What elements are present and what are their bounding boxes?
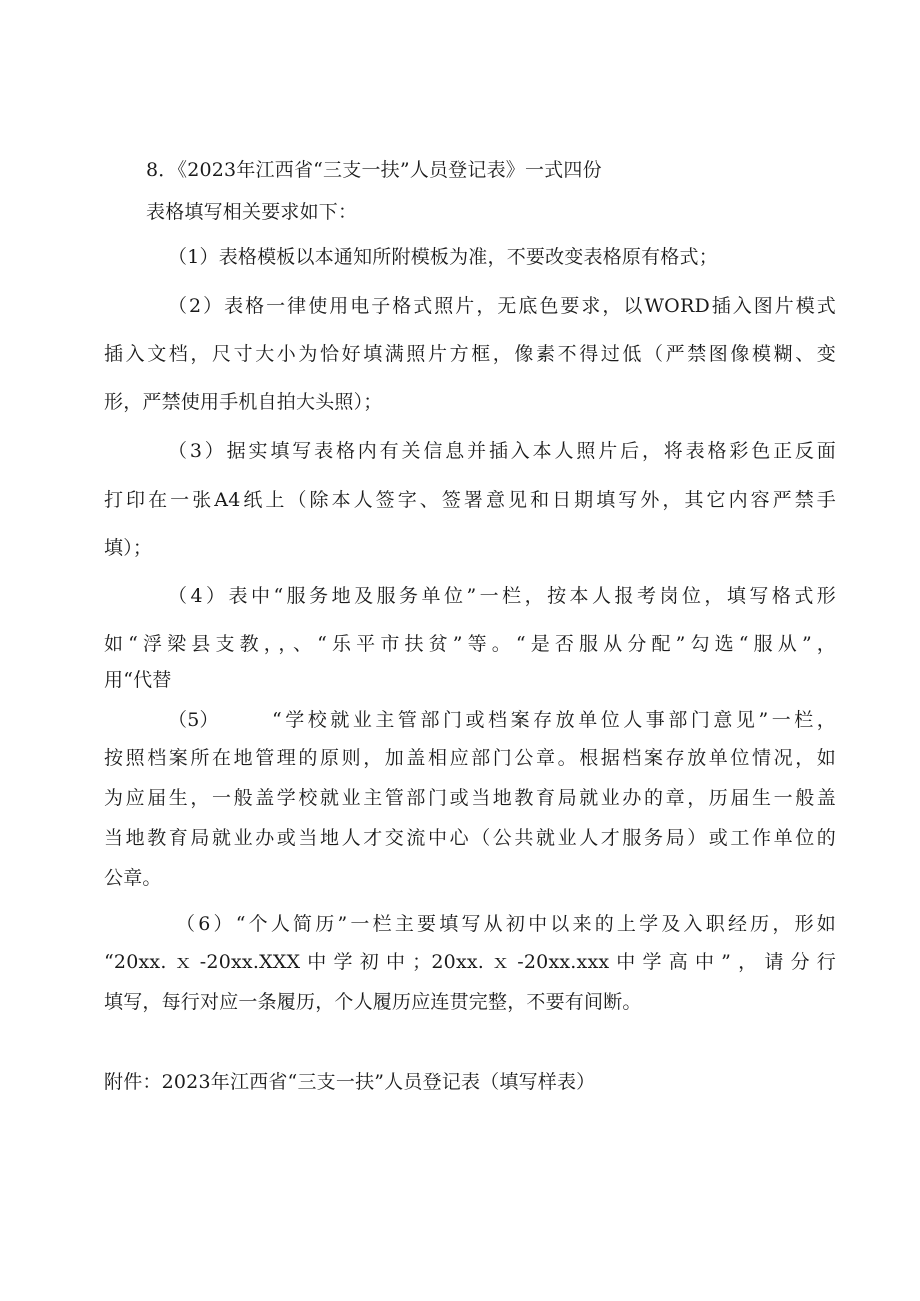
attachment-note: 附件：2023年江西省“三支一扶”人员登记表（填写样表）	[104, 1071, 596, 1093]
requirement-2-line-2: 插入文档，尺寸大小为恰好填满照片方框，像素不得过低（严禁图像模糊、变	[104, 343, 836, 365]
requirement-3-line-1: （3）据实填写表格内有关信息并插入本人照片后，将表格彩色正反面	[168, 440, 836, 462]
requirements-intro: 表格填写相关要求如下：	[146, 201, 358, 223]
requirement-5-line-5: 公章。	[104, 867, 162, 889]
requirement-2-line-1: （2）表格一律使用电子格式照片，无底色要求，以WORD插入图片模式	[168, 295, 836, 317]
requirement-5-line-1: “学校就业主管部门或档案存放单位人事部门意见”一栏，	[272, 709, 836, 731]
requirement-5-line-2: 按照档案所在地管理的原则，加盖相应部门公章。根据档案存放单位情况，如	[104, 747, 836, 769]
requirement-4-line-2: 如“浮梁县支教，，、“乐平市扶贫”等。“是否服从分配”勾选“服从”，	[104, 633, 836, 655]
requirement-6-line-2: “20xx.ｘ-20xx.XXX中学初中；20xx.ｘ-20xx.xxx中学高中”，请分行	[104, 951, 836, 973]
requirement-1-line-1: （1）表格模板以本通知所附模板为准，不要改变表格原有格式；	[168, 246, 718, 268]
requirement-6-line-3: 填写，每行对应一条履历，个人履历应连贯完整，不要有间断。	[104, 991, 642, 1013]
requirement-4-line-1: （4）表中“服务地及服务单位”一栏，按本人报考岗位，填写格式形	[168, 585, 836, 607]
requirement-4-line-3: 用“代替	[104, 669, 172, 691]
requirement-5-line-4: 当地教育局就业办或当地人才交流中心（公共就业人才服务局）或工作单位的	[104, 827, 836, 849]
requirement-2-line-3: 形，严禁使用手机自拍大头照）；	[104, 391, 383, 413]
requirement-5-line-3: 为应届生，一般盖学校就业主管部门或当地教育局就业办的章，历届生一般盖	[104, 787, 836, 809]
requirement-6-line-1: （6）“个人简历”一栏主要填写从初中以来的上学及入职经历，形如	[176, 913, 836, 935]
requirement-3-line-3: 填）；	[104, 537, 153, 559]
requirement-5-number: （5）	[168, 709, 219, 731]
requirement-3-line-2: 打印在一张A4纸上（除本人签字、签署意见和日期填写外，其它内容严禁手	[104, 489, 836, 511]
item-8-heading: 8．《2023年江西省“三支一扶”人员登记表》一式四份	[146, 159, 602, 181]
